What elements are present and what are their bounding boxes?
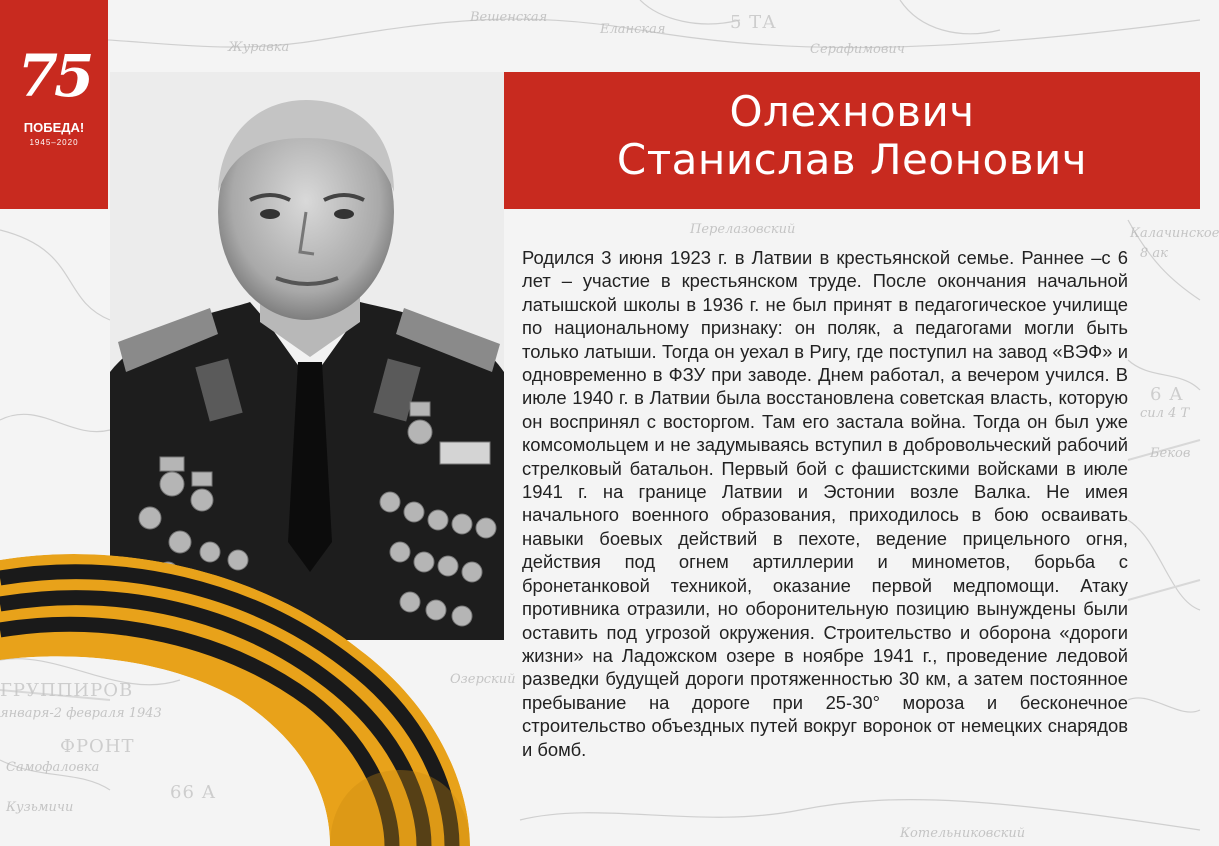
map-label: 5 ТА [730, 12, 777, 33]
map-label: Журавка [228, 40, 290, 55]
map-label: Озерский [450, 672, 516, 687]
map-label: 8 ак [1140, 246, 1168, 261]
map-label: Калачинское [1130, 226, 1219, 241]
map-label: Еланская [600, 22, 666, 37]
person-name: Станислав Леонович [616, 135, 1088, 184]
logo-years: 1945–2020 [29, 138, 79, 147]
title-banner [504, 72, 1200, 209]
map-label: Котельниковский [900, 826, 1026, 841]
map-label: 66 А [170, 782, 217, 803]
map-label: 6 А [1150, 384, 1184, 405]
map-label: января-2 февраля 1943 [0, 706, 162, 721]
map-label: Вешенская [470, 10, 548, 25]
map-label: сил 4 Т [1140, 406, 1190, 421]
victory-75-logo [0, 0, 108, 209]
st-george-ribbon-icon [0, 540, 540, 846]
map-label: Серафимович [810, 42, 905, 57]
map-label: Беков [1150, 446, 1191, 461]
person-surname: Олехнович [729, 87, 975, 136]
map-label: ГРУППИРОВ [0, 680, 134, 701]
map-label: Перелазовский [690, 222, 796, 237]
biography-text: Родился 3 июня 1923 г. в Латвии в крестьянской семье. Раннее –с 6 лет – участие в крестьянском труде. После окончания начальной латышской школы в 1936 г. не был принят в педагогическое училище по национальному признаку: он поляк, а педагогами могли быть только латыши. Тогда он уехал в Ригу, где поступил на завод «ВЭФ» и одновременно в ФЗУ при заводе. Днем работал, а вечером учился. В июле 1940 г. в Латвии была восстановлена советская власть, которую он воспринял с восторгом. Там его застала война. Тогда он был уже комсомольцем и не задумываясь вступил в добровольческий рабочий стрелковый батальон. Первый бой с фашистскими войсками в июле 1941 г. на границе Латвии и Эстонии возле Валка. Не имея начального военного образования, приходилось в бою осваивать навыки боевых действий в пехоте, ведение прицельного огня, действия под огнем артиллерии и минометов, борьба с бронетанковой техникой, оказание первой медпомощи. Атаку противника отразили, но оборонительную позицию вынуждены были оставить под угрозой окружения. Строительство и оборона «дороги жизни» на Ладожском озере в ноябре 1941 г., проведение ледовой разведки будущей дороги протяженностью 30 км, а затем постоянное пребывание на дороге при 25-30° мороза и бесконечное строительство объездных путей вокруг воронок от немецких снарядов и бомб. [522, 247, 1128, 760]
logo-number: 75 [17, 42, 91, 110]
map-label: Кузьмичи [6, 800, 74, 815]
logo-word: ПОБЕДА! [23, 120, 85, 135]
map-label: ФРОНТ [60, 736, 135, 757]
map-label: Самофаловка [6, 760, 100, 775]
